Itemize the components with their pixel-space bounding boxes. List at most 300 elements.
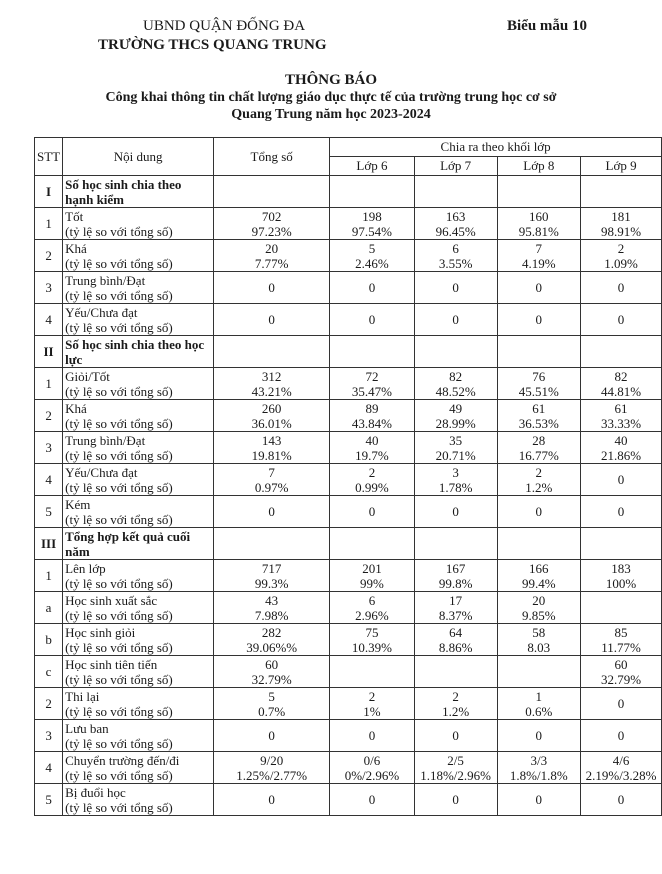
- school-name: TRƯỜNG THCS QUANG TRUNG: [98, 37, 327, 53]
- header-total: Tổng số: [214, 138, 330, 176]
- percent-value: 28.99%: [435, 415, 476, 431]
- table-row: [35, 656, 662, 688]
- grade-7-cell: [414, 656, 497, 688]
- total-cell: [214, 368, 330, 400]
- grade-9-cell: [581, 560, 662, 592]
- count-value: 82: [449, 368, 463, 384]
- grade-7-cell: [414, 208, 497, 240]
- table-row: [35, 304, 662, 336]
- total-cell: [214, 304, 330, 336]
- grade-8-cell: [497, 400, 581, 432]
- grade-7-cell: [414, 560, 497, 592]
- count-value: 6: [368, 592, 376, 608]
- percent-value: 1.2%: [525, 479, 553, 495]
- row-label: Khá: [65, 400, 87, 416]
- grade-9-cell: [581, 240, 662, 272]
- percent-value: 0.6%: [525, 703, 553, 719]
- grade-8-cell: [497, 592, 581, 624]
- grade-9-cell: [581, 368, 662, 400]
- notice-subtitle-line1: Công khai thông tin chất lượng giáo dục thực tế của trường trung học cơ sở: [105, 90, 557, 105]
- percent-value: 9.85%: [522, 607, 556, 623]
- row-label-cell: [63, 496, 214, 528]
- count-value: 0: [452, 792, 459, 807]
- row-number: 4: [35, 304, 63, 336]
- percent-value: 1%: [363, 703, 381, 719]
- row-label-cell: [63, 240, 214, 272]
- row-number: III: [35, 528, 63, 560]
- count-value: 2: [368, 688, 376, 704]
- count-value: 163: [445, 208, 466, 224]
- grade-9-cell: [581, 464, 662, 496]
- empty-cell: [330, 176, 414, 208]
- row-label: Trung bình/Đạt: [65, 432, 146, 448]
- quality-table: [34, 137, 662, 816]
- header-grade-8: Lớp 8: [497, 157, 581, 176]
- row-label-cell: [63, 272, 214, 304]
- grade-6-cell: [330, 784, 414, 816]
- total-cell: [214, 752, 330, 784]
- grade-9-cell: [581, 624, 662, 656]
- grade-6-cell: [330, 752, 414, 784]
- row-number: 4: [35, 752, 63, 784]
- percent-value: 0.99%: [355, 479, 389, 495]
- empty-cell: [214, 176, 330, 208]
- percent-value: 2.46%: [355, 255, 389, 271]
- total-cell: [214, 656, 330, 688]
- grade-6-cell: [330, 688, 414, 720]
- percent-value: 1.8%/1.8%: [509, 767, 568, 783]
- percent-value: 7.98%: [254, 607, 289, 623]
- total-cell: [214, 272, 330, 304]
- grade-8-cell: [497, 272, 581, 304]
- row-number: c: [35, 656, 63, 688]
- grade-6-cell: [330, 208, 414, 240]
- empty-cell: [581, 336, 662, 368]
- count-value: 0: [268, 728, 275, 743]
- count-value: 0: [535, 280, 543, 295]
- count-value: 4/6: [612, 752, 630, 768]
- table-row: [35, 464, 662, 496]
- row-number: 4: [35, 464, 63, 496]
- row-label-cell: [63, 560, 214, 592]
- row-number: 3: [35, 720, 63, 752]
- grade-8-cell: [497, 432, 581, 464]
- grade-7-cell: [414, 464, 497, 496]
- total-cell: [214, 464, 330, 496]
- section-row: [35, 528, 662, 560]
- district-name: UBND QUẬN ĐỐNG ĐA: [143, 18, 306, 34]
- percent-value: 36.53%: [518, 415, 559, 431]
- row-sublabel: (tỷ lệ so với tổng số): [65, 287, 173, 303]
- grade-6-cell: [330, 304, 414, 336]
- grade-9-cell: [581, 784, 662, 816]
- grade-9-cell: [581, 400, 662, 432]
- row-label-cell: [63, 368, 214, 400]
- row-number: 2: [35, 400, 63, 432]
- count-value: 28: [532, 432, 546, 448]
- row-label-cell: [63, 432, 214, 464]
- count-value: 198: [362, 208, 382, 224]
- row-label: Tốt: [65, 208, 84, 224]
- notice-subtitle-line2: Quang Trung năm học 2023-2024: [231, 107, 431, 122]
- count-value: 0: [368, 728, 376, 743]
- count-value: 5: [268, 688, 275, 704]
- percent-value: 95.81%: [518, 223, 559, 239]
- percent-value: 1.09%: [604, 255, 638, 271]
- row-sublabel: (tỷ lệ so với tổng số): [65, 703, 173, 719]
- percent-value: 99%: [360, 575, 384, 591]
- header-grade-6: Lớp 6: [330, 157, 414, 176]
- count-value: 0: [617, 472, 625, 487]
- table-row: [35, 720, 662, 752]
- percent-value: 43.21%: [251, 383, 292, 399]
- row-sublabel: (tỷ lệ so với tổng số): [65, 447, 173, 463]
- grade-9-cell: [581, 752, 662, 784]
- count-value: 2: [452, 688, 459, 704]
- percent-value: 8.03: [527, 639, 551, 655]
- percent-value: 32.79%: [251, 671, 292, 687]
- grade-6-cell: [330, 496, 414, 528]
- count-value: 282: [261, 624, 282, 640]
- row-number: 1: [35, 208, 63, 240]
- count-value: 0: [535, 312, 543, 327]
- grade-6-cell: [330, 432, 414, 464]
- count-value: 717: [261, 560, 282, 576]
- total-cell: [214, 592, 330, 624]
- row-label: Bị đuổi học: [65, 784, 126, 800]
- row-label-cell: [63, 304, 214, 336]
- grade-9-cell: [581, 272, 662, 304]
- total-cell: [214, 240, 330, 272]
- count-value: 0: [535, 728, 543, 743]
- row-sublabel: (tỷ lệ so với tổng số): [65, 255, 173, 271]
- count-value: 60: [265, 656, 279, 672]
- count-value: 2/5: [447, 752, 464, 768]
- count-value: 0: [452, 280, 459, 295]
- row-label: Học sinh giỏi: [65, 624, 136, 640]
- grade-6-cell: [330, 656, 414, 688]
- count-value: 61: [614, 400, 628, 416]
- grade-8-cell: [497, 240, 581, 272]
- header-content: Nội dung: [63, 138, 214, 176]
- percent-value: 7.77%: [254, 255, 289, 271]
- percent-value: 99.3%: [254, 575, 289, 591]
- grade-8-cell: [497, 304, 581, 336]
- total-cell: [214, 432, 330, 464]
- count-value: 89: [365, 400, 379, 416]
- empty-cell: [414, 528, 497, 560]
- count-value: 0: [368, 792, 376, 807]
- count-value: 0: [452, 504, 459, 519]
- empty-cell: [581, 528, 662, 560]
- total-cell: [214, 720, 330, 752]
- count-value: 0: [368, 312, 376, 327]
- empty-cell: [497, 336, 581, 368]
- count-value: 20: [265, 240, 279, 256]
- header-grade-group: Chia ra theo khối lớp: [330, 138, 662, 157]
- row-number: 5: [35, 784, 63, 816]
- title-block: [0, 71, 662, 123]
- empty-cell: [414, 336, 497, 368]
- row-sublabel: (tỷ lệ so với tổng số): [65, 671, 173, 687]
- count-value: 0: [268, 280, 275, 295]
- count-value: 0: [368, 280, 376, 295]
- grade-7-cell: [414, 240, 497, 272]
- count-value: 0: [452, 728, 459, 743]
- percent-value: 11.77%: [601, 639, 641, 655]
- count-value: 0: [535, 504, 543, 519]
- count-value: 3/3: [530, 752, 548, 768]
- row-label-cell: [63, 784, 214, 816]
- percent-value: 1.18%/2.96%: [420, 767, 491, 783]
- table-row: [35, 592, 662, 624]
- percent-value: 44.81%: [600, 383, 642, 399]
- header-stt: STT: [35, 138, 63, 176]
- row-sublabel: (tỷ lệ so với tổng số): [65, 511, 173, 527]
- grade-8-cell: [497, 464, 581, 496]
- grade-9-cell: [581, 688, 662, 720]
- total-cell: [214, 496, 330, 528]
- count-value: 1: [535, 688, 543, 704]
- row-label: Trung bình/Đạt: [65, 272, 146, 288]
- grade-7-cell: [414, 688, 497, 720]
- row-number: II: [35, 336, 63, 368]
- row-label: Học sinh xuất sắc: [65, 592, 158, 608]
- total-cell: [214, 624, 330, 656]
- row-sublabel: (tỷ lệ so với tổng số): [65, 479, 173, 495]
- row-label: Học sinh tiên tiến: [65, 656, 158, 672]
- count-value: 9/20: [260, 752, 284, 768]
- count-value: 2: [368, 464, 376, 480]
- total-cell: [214, 784, 330, 816]
- row-label: Lên lớp: [65, 560, 106, 576]
- count-value: 0: [617, 280, 625, 295]
- percent-value: 0%/2.96%: [344, 767, 400, 783]
- percent-value: 32.79%: [600, 671, 642, 687]
- grade-9-cell: [581, 432, 662, 464]
- row-sublabel: (tỷ lệ so với tổng số): [65, 319, 173, 335]
- percent-value: 19.81%: [251, 447, 292, 463]
- table-row: [35, 496, 662, 528]
- count-value: 7: [268, 464, 275, 480]
- percent-value: 1.25%/2.77%: [236, 767, 308, 783]
- grade-7-cell: [414, 496, 497, 528]
- percent-value: 20.71%: [435, 447, 476, 463]
- percent-value: 96.45%: [435, 223, 476, 239]
- row-number: I: [35, 176, 63, 208]
- grade-7-cell: [414, 432, 497, 464]
- empty-cell: [497, 528, 581, 560]
- row-number: 2: [35, 240, 63, 272]
- row-sublabel: (tỷ lệ so với tổng số): [65, 383, 173, 399]
- count-value: 166: [529, 560, 549, 576]
- count-value: 0: [617, 792, 625, 807]
- row-number: 3: [35, 272, 63, 304]
- total-cell: [214, 400, 330, 432]
- row-label-cell: [63, 688, 214, 720]
- grade-7-cell: [414, 272, 497, 304]
- total-cell: [214, 208, 330, 240]
- percent-value: 8.86%: [438, 639, 473, 655]
- percent-value: 97.23%: [251, 223, 292, 239]
- grade-8-cell: [497, 624, 581, 656]
- section-label: Số học sinh chia theo hạnh kiểm: [63, 176, 214, 208]
- empty-cell: [214, 528, 330, 560]
- grade-9-cell: [581, 496, 662, 528]
- section-label: Số học sinh chia theo học lực: [63, 336, 214, 368]
- count-value: 2: [535, 464, 543, 480]
- count-value: 0: [268, 312, 275, 327]
- count-value: 0/6: [363, 752, 381, 768]
- row-number: 1: [35, 560, 63, 592]
- row-label: Giỏi/Tốt: [65, 368, 110, 384]
- row-number: 3: [35, 432, 63, 464]
- percent-value: 33.33%: [600, 415, 642, 431]
- table-row: [35, 272, 662, 304]
- grade-8-cell: [497, 720, 581, 752]
- count-value: 3: [452, 464, 459, 480]
- grade-7-cell: [414, 784, 497, 816]
- row-label-cell: [63, 720, 214, 752]
- row-number: b: [35, 624, 63, 656]
- count-value: 82: [614, 368, 628, 384]
- row-label-cell: [63, 464, 214, 496]
- row-sublabel: (tỷ lệ so với tổng số): [65, 799, 173, 815]
- empty-cell: [581, 176, 662, 208]
- count-value: 72: [365, 368, 379, 384]
- percent-value: 36.01%: [251, 415, 292, 431]
- row-sublabel: (tỷ lệ so với tổng số): [65, 767, 173, 783]
- total-cell: [214, 560, 330, 592]
- count-value: 61: [532, 400, 546, 416]
- percent-value: 99.8%: [438, 575, 473, 591]
- count-value: 0: [617, 504, 625, 519]
- percent-value: 99.4%: [522, 575, 556, 591]
- percent-value: 8.37%: [438, 607, 473, 623]
- percent-value: 1.2%: [442, 703, 470, 719]
- grade-6-cell: [330, 368, 414, 400]
- percent-value: 2.19%/3.28%: [585, 767, 657, 783]
- count-value: 58: [532, 624, 546, 640]
- table-row: [35, 784, 662, 816]
- grade-7-cell: [414, 752, 497, 784]
- table-row: [35, 624, 662, 656]
- count-value: 2: [617, 240, 625, 256]
- count-value: 5: [368, 240, 376, 256]
- grade-7-cell: [414, 304, 497, 336]
- table-row: [35, 560, 662, 592]
- count-value: 0: [535, 792, 543, 807]
- grade-8-cell: [497, 496, 581, 528]
- percent-value: 16.77%: [518, 447, 559, 463]
- count-value: 17: [449, 592, 463, 608]
- table-row: [35, 208, 662, 240]
- count-value: 75: [365, 624, 379, 640]
- table-row: [35, 368, 662, 400]
- count-value: 0: [268, 504, 275, 519]
- percent-value: 48.52%: [435, 383, 476, 399]
- total-cell: [214, 688, 330, 720]
- grade-7-cell: [414, 368, 497, 400]
- percent-value: 3.55%: [438, 255, 473, 271]
- grade-9-cell: [581, 304, 662, 336]
- count-value: 312: [261, 368, 282, 384]
- grade-9-cell: [581, 592, 662, 624]
- percent-value: 43.84%: [351, 415, 392, 431]
- row-sublabel: (tỷ lệ so với tổng số): [65, 223, 173, 239]
- empty-cell: [414, 176, 497, 208]
- count-value: 143: [261, 432, 282, 448]
- row-label: Yếu/Chưa đạt: [65, 304, 138, 320]
- count-value: 260: [261, 400, 282, 416]
- row-label-cell: [63, 208, 214, 240]
- grade-7-cell: [414, 592, 497, 624]
- empty-cell: [214, 336, 330, 368]
- grade-6-cell: [330, 592, 414, 624]
- count-value: 702: [261, 208, 282, 224]
- table-row: [35, 240, 662, 272]
- row-label: Lưu ban: [65, 720, 109, 736]
- percent-value: 21.86%: [600, 447, 642, 463]
- percent-value: 35.47%: [351, 383, 392, 399]
- row-label-cell: [63, 656, 214, 688]
- row-number: 1: [35, 368, 63, 400]
- percent-value: 100%: [605, 575, 637, 591]
- grade-9-cell: [581, 720, 662, 752]
- grade-7-cell: [414, 720, 497, 752]
- count-value: 160: [529, 208, 549, 224]
- count-value: 64: [449, 624, 463, 640]
- count-value: 0: [617, 312, 625, 327]
- section-row: [35, 336, 662, 368]
- count-value: 167: [445, 560, 466, 576]
- count-value: 0: [452, 312, 459, 327]
- count-value: 6: [452, 240, 459, 256]
- count-value: 60: [614, 656, 628, 672]
- grade-8-cell: [497, 656, 581, 688]
- form-label: Biểu mẫu 10: [507, 18, 588, 34]
- document-header: [0, 18, 662, 58]
- count-value: 183: [611, 560, 631, 576]
- section-label: Tổng hợp kết quả cuối năm: [63, 528, 214, 560]
- grade-9-cell: [581, 208, 662, 240]
- percent-value: 0.97%: [254, 479, 289, 495]
- percent-value: 10.39%: [351, 639, 392, 655]
- grade-8-cell: [497, 560, 581, 592]
- row-label-cell: [63, 624, 214, 656]
- header-grade-9: Lớp 9: [581, 157, 662, 176]
- count-value: 20: [532, 592, 546, 608]
- grade-8-cell: [497, 752, 581, 784]
- row-sublabel: (tỷ lệ so với tổng số): [65, 735, 173, 751]
- percent-value: 45.51%: [518, 383, 559, 399]
- count-value: 43: [265, 592, 279, 608]
- percent-value: 2.96%: [355, 607, 389, 623]
- row-sublabel: (tỷ lệ so với tổng số): [65, 607, 173, 623]
- count-value: 40: [365, 432, 379, 448]
- table-row: [35, 752, 662, 784]
- row-sublabel: (tỷ lệ so với tổng số): [65, 415, 173, 431]
- count-value: 181: [611, 208, 631, 224]
- percent-value: 98.91%: [600, 223, 642, 239]
- row-label: Chuyển trường đến/đi: [65, 752, 180, 768]
- count-value: 85: [614, 624, 628, 640]
- grade-6-cell: [330, 400, 414, 432]
- count-value: 0: [617, 696, 625, 711]
- row-sublabel: (tỷ lệ so với tổng số): [65, 639, 173, 655]
- row-label-cell: [63, 592, 214, 624]
- count-value: 40: [614, 432, 628, 448]
